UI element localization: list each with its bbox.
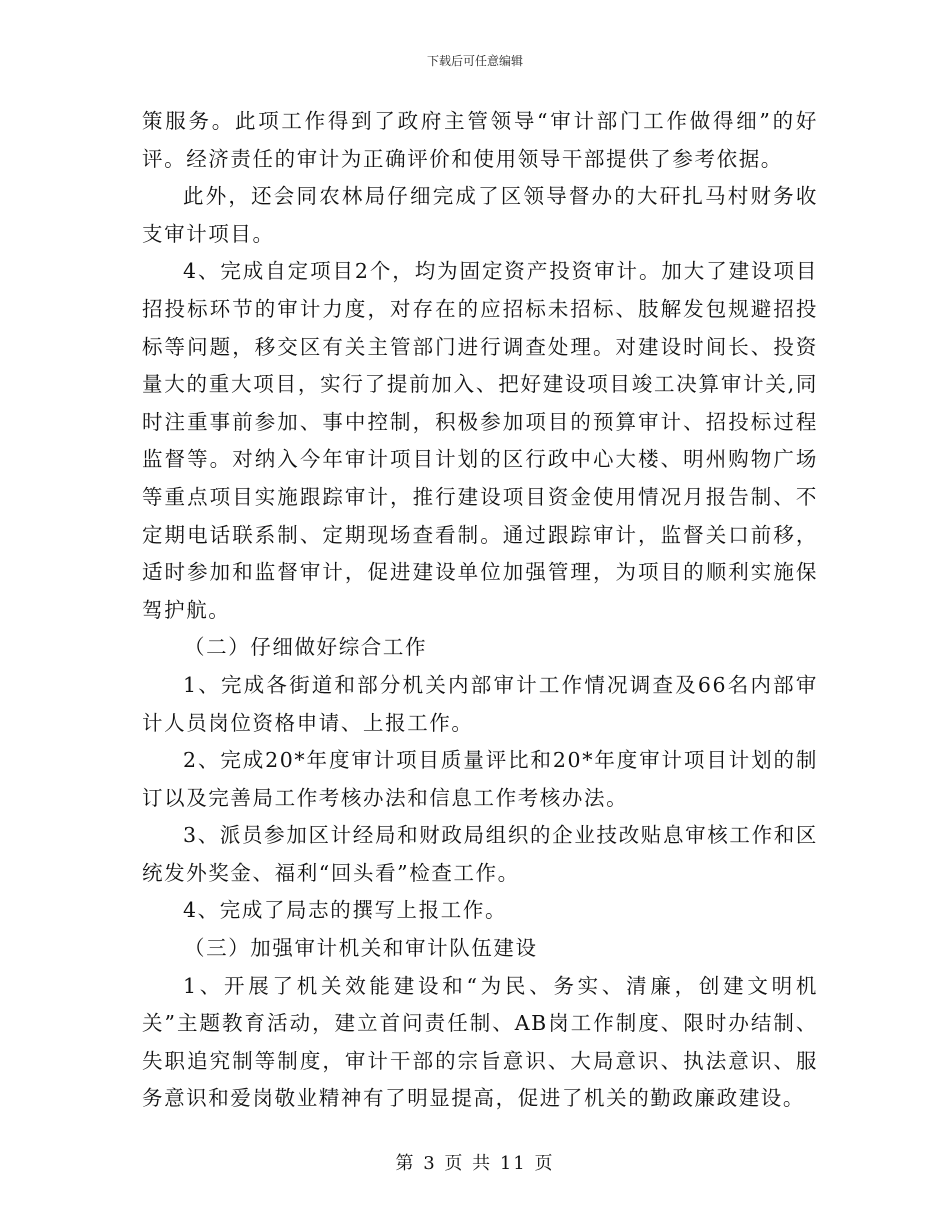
paragraph: 3、派员参加区计经局和财政局组织的企业技改贴息审核工作和区统发外奖金、福利“回头看”检查工作。	[142, 823, 818, 885]
section-heading: （二）仔细做好综合工作	[184, 635, 428, 660]
paragraph: 4、完成自定项目2个，均为固定资产投资审计。加大了建设项目招投标环节的审计力度，对存在的应招标未招标、肢解发包规避招投标等问题，移交区有关主管部门进行调查处理。对建设时间长、投资量大的重大项目，实行了提前加入、把好建设项目竣工决算审计关,同时注重事前参加、事中控制，积极参加项目的预算审计、招投标过程监督等。对纳入今年审计项目计划的区行政中心大楼、明州购物广场等重点项目实施跟踪审计，推行建设项目资金使用情况月报告制、不定期电话联系制、定期现场查看制。通过跟踪审计，监督关口前移，适时参加和监督审计，促进建设单位加强管理，为项目的顺利实施保驾护航。	[142, 259, 818, 622]
paragraph: 2、完成20*年度审计项目质量评比和20*年度审计项目计划的制订以及完善局工作考核办法和信息工作考核办法。	[142, 748, 818, 810]
paragraph: 1、开展了机关效能建设和“为民、务实、清廉，创建文明机关”主题教育活动，建立首问责任制、AB岗工作制度、限时办结制、失职追究制等制度，审计干部的宗旨意识、大局意识、执法意识、服务意识和爱岗敬业精神有了明显提高，促进了机关的勤政廉政建设。	[142, 973, 818, 1111]
paragraph: 1、完成各街道和部分机关内部审计工作情况调查及66名内部审计人员岗位资格申请、上报工作。	[142, 672, 818, 735]
document-body	[142, 103, 818, 1118]
paragraph: 4、完成了局志的撰写上报工作。	[183, 898, 508, 923]
paragraph: 策服务。此项工作得到了政府主管领导“审计部门工作做得细”的好评。经济责任的审计为正确评价和使用领导干部提供了参考依据。	[142, 109, 818, 171]
page-footer: 第 3 页 共 11 页	[395, 1153, 555, 1174]
page-header: 下载后可任意编辑	[426, 54, 523, 68]
section-heading: （三）加强审计机关和审计队伍建设	[184, 936, 538, 961]
paragraph: 此外，还会同农林局仔细完成了区领导督办的大矸扎马村财务收支审计项目。	[142, 184, 818, 246]
